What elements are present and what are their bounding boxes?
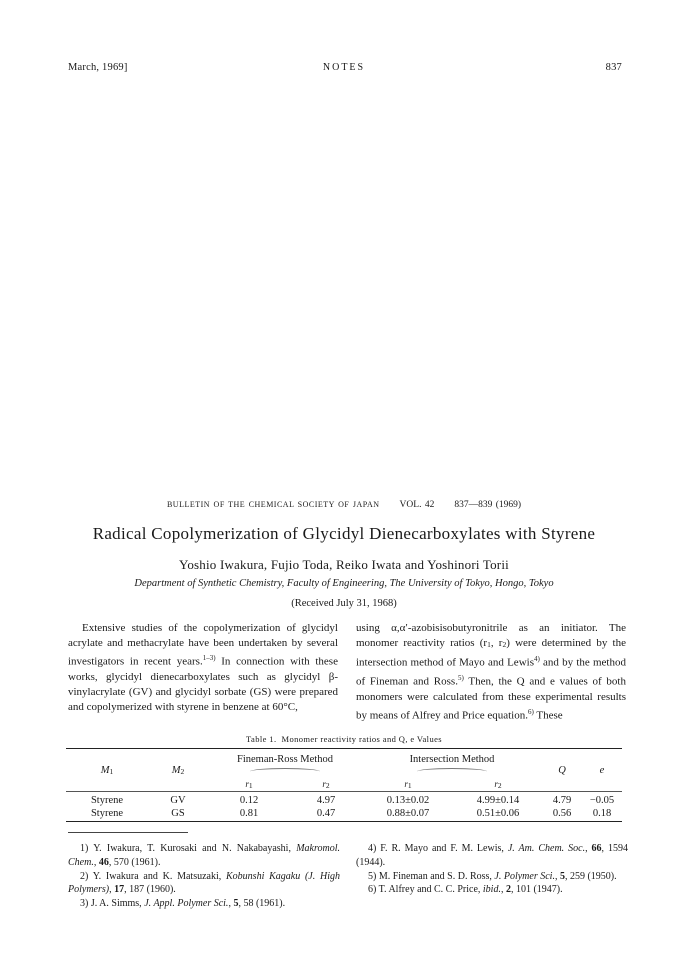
cell-im-r1: 0.13±0.02	[386, 795, 430, 806]
citation-ref: 4)	[533, 655, 540, 664]
citation-ref: 6)	[527, 707, 534, 716]
footnote-2: 2) Y. Iwakura and K. Matsuzaki, Kobunshi Kagaku (J. High Polymers), 17, 187 (1960).	[68, 870, 341, 896]
cell-m2: GS	[171, 807, 185, 819]
cell-fr-r1: 0.81	[239, 807, 259, 819]
header-m2: M2	[171, 764, 185, 776]
cell-m1: Styrene	[90, 795, 124, 806]
running-header-section: NOTES	[322, 62, 366, 73]
reactivity-ratio-table	[66, 748, 622, 822]
header-q: Q	[558, 764, 566, 776]
table-caption	[0, 734, 688, 745]
header-fr-r2: r2	[322, 778, 330, 790]
cell-im-r2: 4.99±0.14	[476, 795, 520, 806]
journal-citation-line	[0, 500, 688, 510]
table-label: Table 1.	[246, 734, 277, 744]
footnotes-right	[356, 842, 628, 897]
received-date: (Received July 31, 1968)	[291, 598, 397, 609]
cell-q: 0.56	[552, 807, 572, 819]
body-column-left	[68, 621, 338, 715]
cell-m1: Styrene	[90, 807, 124, 819]
journal-name: BULLETIN OF THE CHEMICAL SOCIETY OF JAPAN	[166, 500, 380, 509]
article-title: Radical Copolymerization of Glycidyl Dienecarboxylates with Styrene	[92, 524, 596, 543]
header-im-r1: r1	[404, 778, 412, 790]
table-row	[66, 792, 622, 807]
footnote-divider	[68, 832, 188, 833]
cell-q: 4.79	[552, 795, 572, 806]
footnote-5: 5) M. Fineman and S. D. Ross, J. Polymer Sci., 5, 259 (1950).	[368, 870, 617, 882]
footnote-3: 3) J. A. Simms, J. Appl. Polymer Sci., 5, 58 (1961).	[80, 898, 286, 910]
cell-im-r2: 0.51±0.06	[476, 807, 520, 819]
cell-fr-r1: 0.12	[239, 795, 259, 806]
article-authors: Yoshio Iwakura, Fujio Toda, Reiko Iwata and Yoshinori Torii	[179, 557, 509, 572]
footnotes-left	[68, 842, 340, 911]
citation-ref: 1–3)	[202, 654, 216, 663]
footnote-4: 4) F. R. Mayo and F. M. Lewis, J. Am. Chem. Soc., 66, 1594 (1944).	[356, 843, 629, 868]
group-brace	[362, 767, 542, 778]
cell-fr-r2: 4.97	[316, 795, 336, 806]
header-fineman-ross: Fineman-Ross Method	[237, 754, 333, 766]
footnote-6: 6) T. Alfrey and C. C. Price, ibid., 2, 101 (1947).	[368, 884, 563, 896]
journal-volume: VOL. 42	[399, 500, 435, 510]
header-e: e	[599, 764, 605, 776]
header-intersection: Intersection Method	[409, 754, 495, 766]
running-header-date: March, 1969]	[68, 62, 128, 73]
body-paragraph: Extensive studies of the copolymerization of glycidyl acrylate and methacrylate have been undertaken by several investigators in recent years.$^{1-3)}$ In connection with these works, glycidyl dienecarboxylates such as glycidyl β-vinylacrylate (GV) and glycidyl sorbate (GS) were prepared and copolymerized with styrene in benzene at 60°C,	[68, 622, 338, 714]
citation-ref: 5)	[457, 673, 464, 682]
group-brace	[208, 767, 362, 778]
header-fr-r1: r1	[245, 778, 253, 790]
cell-e: 0.18	[592, 807, 612, 819]
footnote-1: 1) Y. Iwakura, T. Kurosaki and N. Nakabayashi, Makromol. Chem., 46, 570 (1961).	[68, 843, 340, 868]
table-row	[66, 806, 622, 821]
table-caption-text: Monomer reactivity ratios and Q, e Values	[281, 734, 442, 744]
body-paragraph: using α,α′-azobisisobutyronitrile as an initiator. The monomer reactivity ratios (r1, r2) were determined by the intersection method of Mayo and Lewis$^{4)}$ and by the method of Fineman and Ross.$^{5)}$ Then, the Q and e values of both monomers were calculated from these experimental results by means of Alfrey and Price equation.$^{6)}$ These	[356, 622, 626, 722]
body-column-right	[356, 621, 626, 724]
header-im-r2: r2	[494, 778, 502, 790]
cell-im-r1: 0.88±0.07	[386, 807, 430, 819]
cell-e: −0.05	[589, 795, 615, 806]
cell-m2: GV	[170, 795, 186, 806]
journal-pages: 837—839 (1969)	[454, 500, 522, 510]
cell-fr-r2: 0.47	[316, 807, 336, 819]
header-m1: M1	[100, 764, 114, 776]
page-number: 837	[605, 62, 622, 73]
article-affiliation: Department of Synthetic Chemistry, Faculty of Engineering, The University of Tokyo, Hongo, Tokyo	[134, 578, 554, 589]
